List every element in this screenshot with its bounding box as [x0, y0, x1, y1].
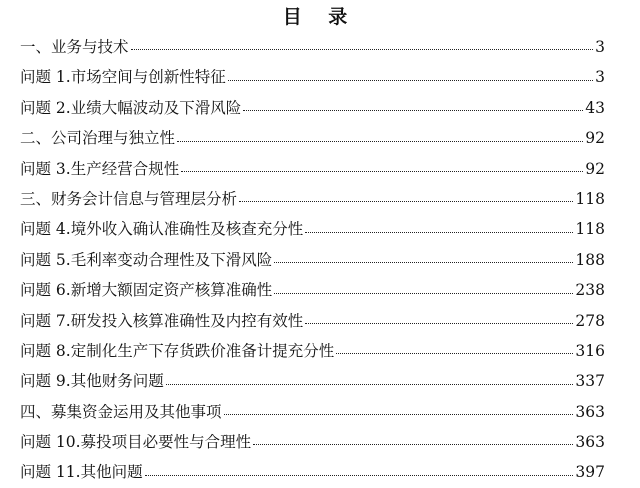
- dot-leader: [253, 443, 573, 445]
- toc-entry-label: 问题 11.其他问题: [20, 463, 143, 482]
- toc-entry-label: 问题 5.毛利率变动合理性及下滑风险: [20, 250, 273, 269]
- toc-entry-label: 四、募集资金运用及其他事项: [20, 402, 222, 421]
- toc-entry-page: 238: [575, 281, 605, 300]
- dot-leader: [224, 413, 574, 415]
- toc-entry-label: 二、公司治理与独立性: [20, 129, 176, 148]
- toc-entry-label: 一、业务与技术: [20, 38, 129, 56]
- toc-entry[interactable]: [20, 214, 605, 244]
- dot-leader: [166, 383, 574, 385]
- dot-leader: [177, 140, 583, 142]
- toc-entry-label: 问题 1.市场空间与创新性特征: [20, 68, 226, 87]
- toc-entry-label: 问题 7.研发投入核算准确性及内控有效性: [20, 311, 304, 330]
- toc-entry[interactable]: [20, 336, 605, 366]
- toc-entry-label: 问题 2.业绩大幅波动及下滑风险: [20, 98, 242, 117]
- toc-entry[interactable]: [20, 397, 605, 427]
- dot-leader: [131, 48, 594, 50]
- dot-leader: [274, 292, 573, 294]
- toc-entry-label: 三、财务会计信息与管理层分析: [20, 189, 238, 208]
- dot-leader: [228, 79, 593, 81]
- toc-entry[interactable]: [20, 366, 605, 396]
- dot-leader: [305, 231, 573, 233]
- toc-title: 目 录: [282, 6, 358, 28]
- toc-entry[interactable]: [20, 93, 605, 123]
- toc-entry-label: 问题 6.新增大额固定资产核算准确性: [20, 281, 273, 300]
- toc-entry-page: 118: [575, 189, 605, 208]
- toc-entry-page: 316: [575, 341, 605, 360]
- toc-entry-page: 92: [585, 159, 605, 178]
- dot-leader: [243, 109, 583, 111]
- dot-leader: [336, 352, 573, 354]
- toc-entry[interactable]: [20, 275, 605, 305]
- toc-entry-page: 188: [575, 250, 605, 269]
- toc-entry-page: 363: [575, 433, 605, 452]
- dot-leader: [274, 261, 573, 263]
- dot-leader: [145, 474, 574, 476]
- toc-entry-page: 3: [595, 38, 605, 56]
- toc-entry[interactable]: [20, 62, 605, 92]
- dot-leader: [181, 170, 583, 172]
- toc-entry-page: 92: [585, 129, 605, 148]
- toc-entry[interactable]: [20, 245, 605, 275]
- dot-leader: [305, 322, 573, 324]
- dot-leader: [239, 200, 573, 202]
- toc-entry[interactable]: [20, 306, 605, 336]
- toc-entry[interactable]: [20, 123, 605, 153]
- toc-entry-label: 问题 4.境外收入确认准确性及核查充分性: [20, 220, 304, 239]
- toc-entry[interactable]: [20, 457, 605, 487]
- toc-entry-page: 278: [575, 311, 605, 330]
- toc-entry-page: 118: [575, 220, 605, 239]
- toc-entry-page: 3: [595, 68, 605, 87]
- toc-entry[interactable]: [20, 32, 605, 62]
- toc-entry-page: 337: [575, 372, 605, 391]
- toc-entry[interactable]: [20, 184, 605, 214]
- toc-entry-label: 问题 8.定制化生产下存货跌价准备计提充分性: [20, 341, 335, 360]
- toc-entry-label: 问题 3.生产经营合规性: [20, 159, 180, 178]
- toc-list: [20, 32, 605, 488]
- toc-entry-page: 397: [575, 463, 605, 482]
- toc-entry[interactable]: [20, 154, 605, 184]
- toc-entry-page: 363: [575, 402, 605, 421]
- toc-entry[interactable]: [20, 427, 605, 457]
- toc-entry-label: 问题 10.募投项目必要性与合理性: [20, 433, 252, 452]
- toc-entry-page: 43: [585, 98, 605, 117]
- toc-entry-label: 问题 9.其他财务问题: [20, 372, 164, 391]
